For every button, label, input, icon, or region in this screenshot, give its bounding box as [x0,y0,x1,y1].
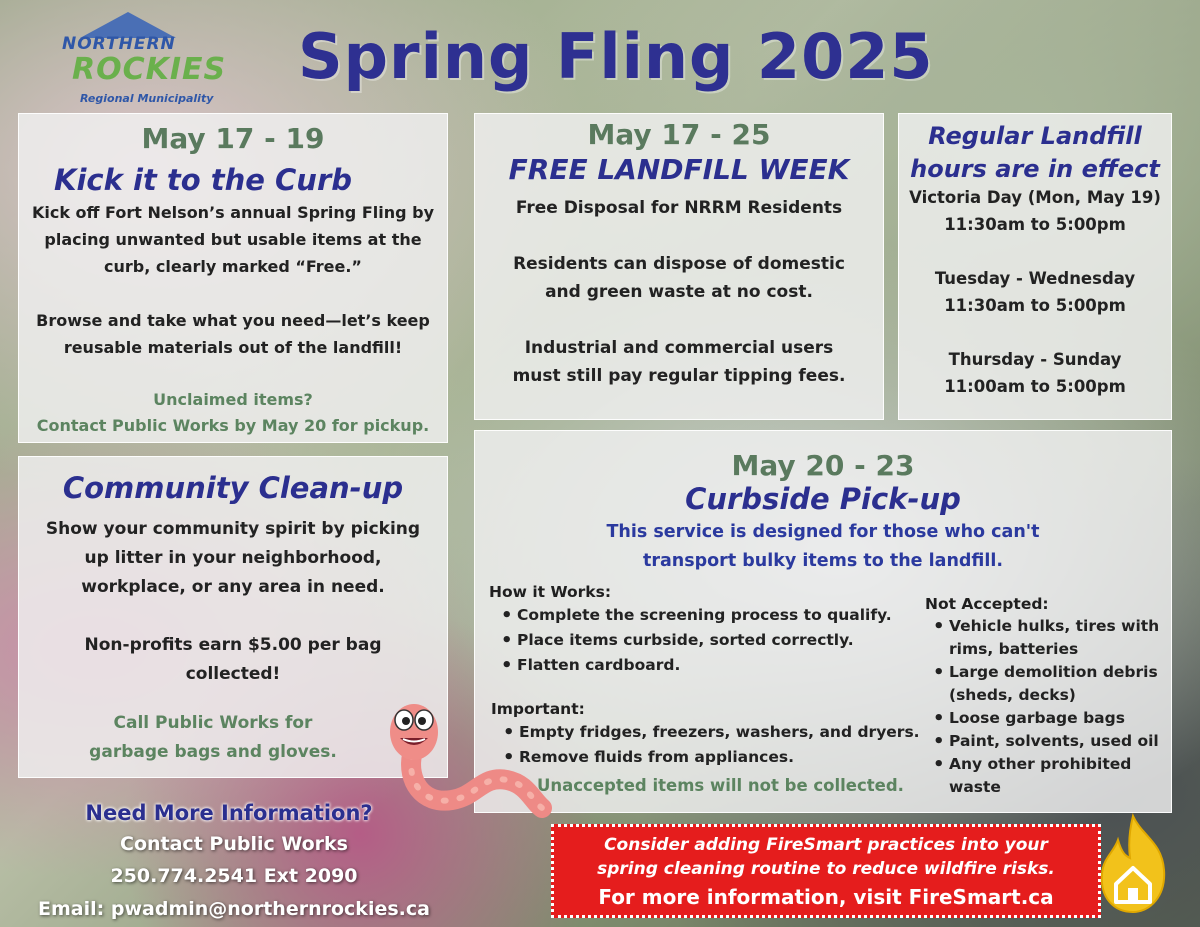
cleanup-body [19,515,447,689]
important-label: Important: [491,700,585,718]
curb-line: reusable materials out of the landfill! [63,338,403,357]
hours-line [899,238,1171,265]
landfill-body [475,194,883,390]
cleanup-line: workplace, or any area in need. [81,577,385,597]
page-title: Spring Fling 2025 [298,20,934,93]
list-item: • Empty fridges, freezers, washers, and dryers. [499,720,921,745]
hours-line: Victoria Day (Mon, May 19) [909,188,1161,207]
list-item-line: • Large demolition debris [949,663,1158,681]
firesmart-line: spring cleaning routine to reduce wildfire risks. [597,859,1055,879]
landfill-line: Free Disposal for NRRM Residents [515,198,843,218]
hours-line: Thursday - Sunday [948,350,1122,369]
landfill-line [475,306,883,334]
pickup-heading: Curbside Pick-up [685,482,961,516]
hours-line: Tuesday - Wednesday [934,269,1136,288]
curb-heading: Kick it to the Curb [53,163,353,197]
curb-panel [18,113,448,443]
curb-note-line: Unclaimed items? [153,390,313,409]
pickup-subtitle [475,518,1171,576]
landfill-date: May 17 - 25 [587,118,771,151]
cleanup-note [0,709,447,767]
unaccepted-note: Unaccepted items will not be collected. [537,776,904,795]
contact-line: Contact Public Works [120,833,348,855]
hours-line: 11:30am to 5:00pm [944,215,1126,234]
flame-house-icon [1092,812,1174,916]
cleanup-line [19,602,447,631]
logo-line-2: ROCKIES [72,52,227,87]
firesmart-line: Consider adding FireSmart practices into your [604,835,1048,855]
cleanup-line: up litter in your neighborhood, [84,548,382,568]
how-it-works-section [489,581,919,678]
contact-block [14,798,454,926]
landfill-line: Residents can dispose of domestic [513,254,845,274]
list-item-line: waste [949,778,1001,796]
pickup-panel [474,430,1172,813]
pickup-subtitle-line: This service is designed for those who can't [606,522,1040,542]
curb-line: placing unwanted but usable items at the [44,230,422,249]
firesmart-link[interactable]: For more information, visit FireSmart.ca [598,885,1054,909]
landfill-line [475,222,883,250]
curb-line: curb, clearly marked “Free.” [104,257,362,276]
landfill-heading: FREE LANDFILL WEEK [508,153,850,186]
not-accepted-list [929,615,1165,799]
cleanup-line: Non-profits earn $5.00 per bag [84,635,382,655]
cleanup-line: Show your community spirit by picking [45,519,421,539]
landfill-panel [474,113,884,420]
northern-rockies-logo [58,12,227,107]
list-item-line: (sheds, decks) [949,686,1076,704]
landfill-line: and green waste at no cost. [545,282,813,302]
hours-body [899,184,1171,400]
list-item-line: • Paint, solvents, used oil [949,732,1159,750]
list-item: • Complete the screening process to qualify. [497,603,919,628]
hours-line: 11:30am to 5:00pm [944,296,1126,315]
hours-heading-line: hours are in effect [910,155,1160,183]
list-item: • Flatten cardboard. [497,653,919,678]
curb-note-line: Contact Public Works by May 20 for pickup. [36,416,430,435]
contact-phone[interactable]: 250.774.2541 Ext 2090 [110,865,358,887]
hours-line: 11:00am to 5:00pm [944,377,1126,396]
firesmart-banner [551,824,1101,918]
contact-heading: Need More Information? [85,801,373,825]
curb-line [19,280,447,307]
list-item [929,661,1165,707]
list-item-line: • Any other prohibited [949,755,1132,773]
landfill-line: must still pay regular tipping fees. [512,366,846,386]
not-accepted-section [925,593,1165,799]
important-section [491,698,921,770]
pickup-date: May 20 - 23 [731,449,915,482]
contact-email[interactable]: Email: pwadmin@northernrockies.ca [38,898,430,920]
curb-note [19,387,447,439]
list-item: • Remove fluids from appliances. [499,745,921,770]
list-item-line: • Loose garbage bags [949,709,1125,727]
cleanup-line: collected! [185,664,281,684]
list-item: • Place items curbside, sorted correctly. [497,628,919,653]
landfill-line: Industrial and commercial users [524,338,834,358]
logo-line-3: Regional Municipality [80,92,214,105]
hours-heading-line: Regular Landfill [928,122,1142,150]
list-item-line: rims, batteries [949,640,1079,658]
how-it-works-label: How it Works: [489,583,612,601]
important-list [499,720,921,770]
list-item [929,615,1165,661]
hours-heading [899,120,1171,186]
list-item-line: • Vehicle hulks, tires with [949,617,1160,635]
curb-line: Browse and take what you need—let’s keep [36,311,430,330]
how-it-works-list [497,603,919,678]
cleanup-note-line: garbage bags and gloves. [89,742,337,762]
hours-line [899,319,1171,346]
curb-line: Kick off Fort Nelson’s annual Spring Fling by [31,203,435,222]
curb-date: May 17 - 19 [141,122,325,155]
not-accepted-label: Not Accepted: [925,595,1049,613]
hours-panel [898,113,1172,420]
logo-line-1: NORTHERN [62,34,176,54]
list-item [929,730,1165,753]
cleanup-note-line: Call Public Works for [113,713,313,733]
list-item [929,753,1165,799]
pickup-subtitle-line: transport bulky items to the landfill. [642,551,1004,571]
cleanup-heading: Community Clean-up [62,471,404,505]
curb-body [19,199,447,361]
list-item [929,707,1165,730]
